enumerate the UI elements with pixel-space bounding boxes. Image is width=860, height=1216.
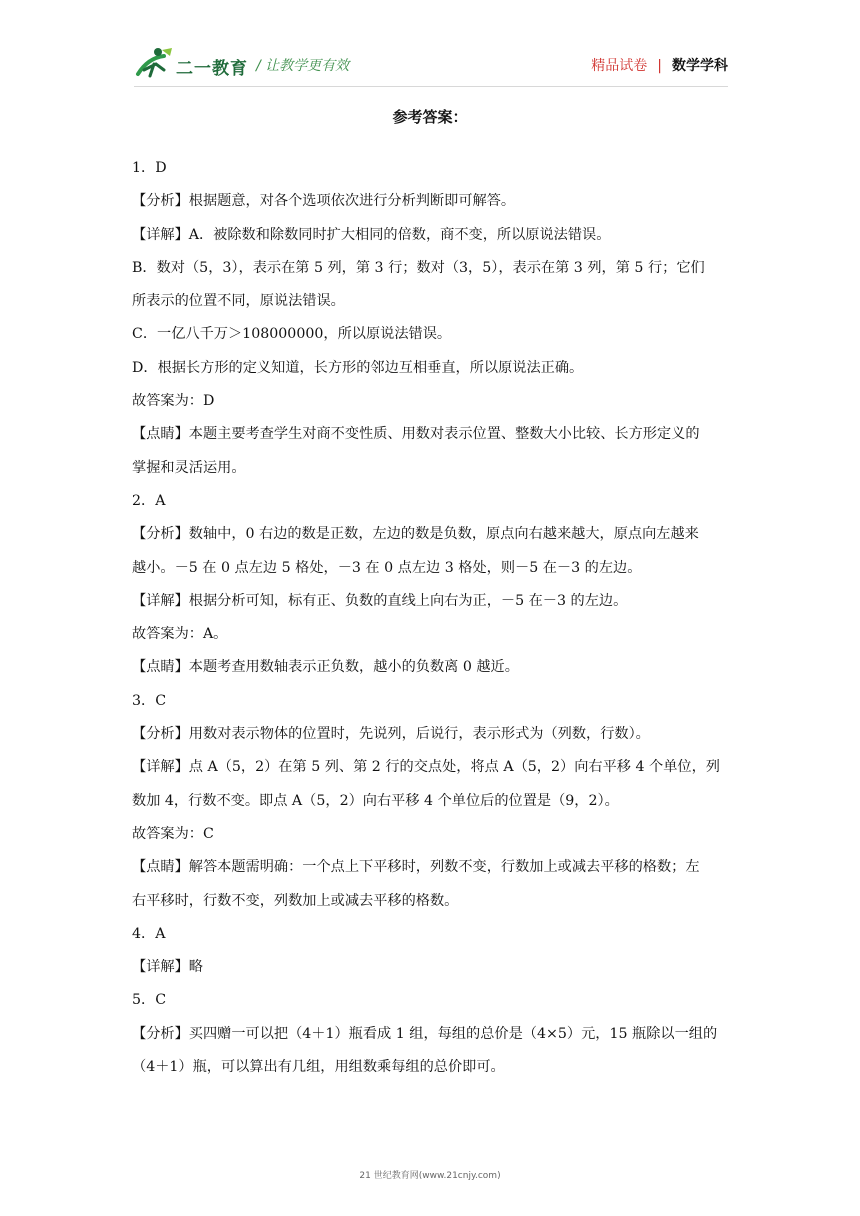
answer-line: C．一亿八千万＞108000000，所以原说法错误。 — [132, 326, 452, 343]
header-separator: | — [657, 58, 662, 74]
answer-line: 5．C — [132, 992, 167, 1009]
answer-line: 【点睛】本题主要考查学生对商不变性质、用数对表示位置、整数大小比较、长方形定义的 — [132, 426, 700, 443]
answer-line: 右平移时，行数不变，列数加上或减去平移的格数。 — [132, 892, 459, 909]
answer-line: 3．C — [132, 692, 167, 709]
answer-line: B．数对（5，3），表示在第 5 列，第 3 行；数对（3，5），表示在第 3 列，第 5 行；它们 — [132, 259, 705, 276]
answer-line: 【详解】根据分析可知，标有正、负数的直线上向右为正，－5 在－3 的左边。 — [132, 592, 628, 609]
answer-line: 【分析】数轴中，0 右边的数是正数，左边的数是负数，原点向右越来越大，原点向左越来 — [132, 526, 699, 543]
header-divider — [134, 86, 728, 87]
answer-line: 越小。－5 在 0 点左边 5 格处，－3 在 0 点左边 3 格处，则－5 在－3 的左边。 — [132, 559, 642, 576]
slogan: / 让教学更有效 — [256, 58, 350, 74]
brand-name: 二一教育 — [176, 59, 248, 79]
quality-tag: 精品试卷 — [591, 58, 648, 74]
answer-line: 【点睛】本题考查用数轴表示正负数，越小的负数离 0 越近。 — [132, 659, 519, 676]
answer-line: 故答案为：D — [132, 393, 215, 410]
page-title: 参考答案： — [392, 108, 468, 126]
answer-line: 【详解】A．被除数和除数同时扩大相同的倍数，商不变，所以原说法错误。 — [132, 226, 611, 243]
answer-line: （4＋1）瓶，可以算出有几组，用组数乘每组的总价即可。 — [132, 1059, 505, 1076]
answer-line: 1．D — [132, 160, 167, 176]
answer-line: 数加 4，行数不变。即点 A（5，2）向右平移 4 个单位后的位置是（9，2）。 — [132, 792, 619, 809]
page-header — [134, 44, 728, 84]
subject-label: 数学学科 — [672, 58, 728, 74]
answer-line: 【分析】买四赠一可以把（4＋1）瓶看成 1 组，每组的总价是（4×5）元，15 瓶除以一组的 — [132, 1025, 718, 1042]
answer-line: D．根据长方形的定义知道，长方形的邻边互相垂直，所以原说法正确。 — [132, 359, 584, 376]
header-right — [591, 55, 728, 75]
answer-line: 所表示的位置不同，原说法错误。 — [132, 293, 345, 310]
answer-line: 【分析】用数对表示物体的位置时，先说列，后说行，表示形式为（列数，行数）。 — [132, 726, 650, 743]
answer-line: 掌握和灵活运用。 — [132, 459, 246, 476]
answer-line: 【分析】根据题意，对各个选项依次进行分析判断即可解答。 — [132, 193, 516, 210]
answer-content — [132, 152, 732, 1084]
answer-line: 4．A — [132, 925, 166, 942]
page-footer: 21 世纪教育网(www.21cnjy.com) — [359, 1171, 501, 1181]
answer-line: 【详解】点 A（5，2）在第 5 列、第 2 行的交点处，将点 A（5，2）向右平移 4 个单位，列 — [132, 759, 720, 776]
answer-line: 故答案为：A。 — [132, 626, 228, 643]
answer-line: 【详解】略 — [132, 959, 203, 976]
answer-line: 【点睛】解答本题需明确：一个点上下平移时，列数不变，行数加上或减去平移的格数；左 — [132, 859, 700, 876]
answer-line: 故答案为：C — [132, 825, 214, 842]
answer-line: 2．A — [132, 492, 166, 509]
